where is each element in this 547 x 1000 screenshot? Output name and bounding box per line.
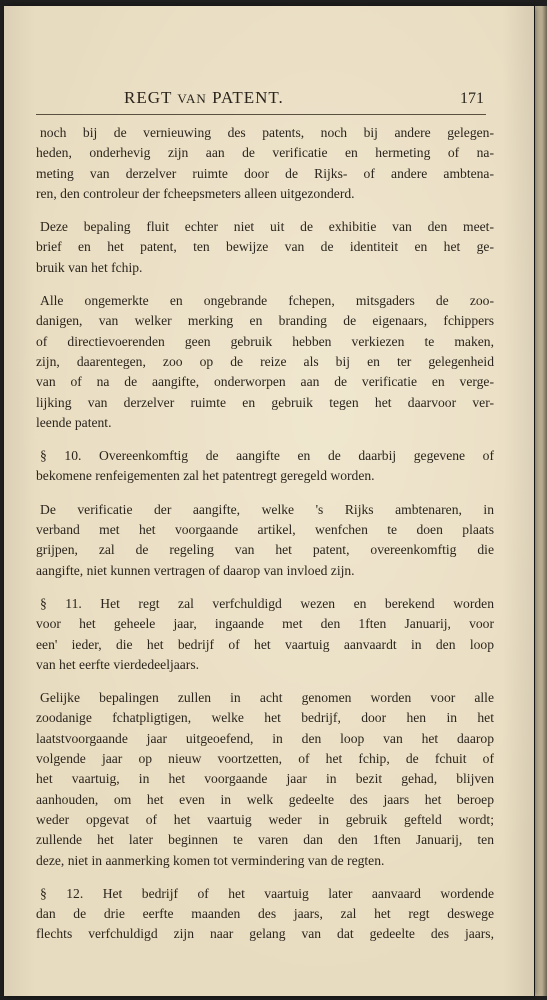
text-line: zullende het later beginnen te varen dan den 1ften Januarij, ten (36, 832, 494, 848)
text-line: Alle ongemerkte en ongebrande fchepen, mitsgaders de zoo- (40, 293, 494, 309)
text-line: noch bij de vernieuwing des patents, noch bij andere gelegen- (40, 125, 494, 140)
text-line: of directievoerenden geen gebruik hebben verkiezen te maken, (36, 333, 494, 349)
paragraph (36, 217, 494, 278)
text-line: grijpen, zal de regeling van het patent, overeenkomftig die (36, 542, 494, 558)
text-line: leende patent. (36, 414, 112, 430)
text-line: De verificatie der aangifte, welke 's Rijks ambtenaren, in (40, 501, 494, 517)
text-line: ren, den controleur der fcheepsmeters alleen uitgezonderd. (36, 185, 355, 201)
text-line: zoodanige fchatpligtigen, welke het bedrijf, door hen in het (36, 710, 494, 726)
page-number: 171 (460, 90, 484, 107)
paragraph (36, 446, 494, 487)
text-line: § 11. Het regt zal verfchuldigd wezen en berekend worden (40, 595, 494, 611)
header-rule (36, 114, 486, 115)
text-line: Gelijke bepalingen zullen in acht genomen worden voor alle (40, 690, 494, 706)
text-line: van het eerfte vierdedeeljaars. (36, 656, 200, 672)
text-line: aanhouden, om het even in welk gedeelte des jaars het beroep (36, 791, 494, 807)
paragraph (36, 688, 494, 871)
text-line: flechts verfchuldigd zijn naar gelang van dat gedeelte des jaars, (36, 926, 494, 942)
running-head-end: PATENT. (212, 88, 284, 107)
text-line: danigen, van welker merking en branding de eigenaars, fchippers (36, 313, 494, 329)
text-line: volgende jaar op nieuw voortzetten, of het fchip, de fchuit of (36, 751, 494, 767)
text-line: heden, onderhevig zijn aan de verificatie en hermeting of na- (36, 145, 494, 161)
text-line: aangifte, niet kunnen vertragen of daarop van invloed zijn. (36, 562, 355, 578)
text-line: laatstvoorgaande jaar uitgeoefend, in den loop van het daarop (36, 730, 494, 746)
text-line: § 12. Het bedrijf of het vaartuig later aanvaard wordende (40, 885, 494, 901)
text-line: zijn, daarentegen, zoo op de reize als bij en ter gelegenheid (36, 353, 494, 369)
running-head-main: REGT (124, 88, 173, 107)
paragraph (36, 594, 494, 675)
text-line: bekomene renfeigementen zal het patentregt geregeld worden. (36, 468, 375, 484)
text-line: voor het geheele jaar, ingaande met den 1ften Januarij, voor (36, 616, 494, 632)
text-line: brief en het patent, ten bewijze van de identiteit en het ge- (36, 239, 494, 255)
text-line: dan de drie eerfte maanden des jaars, zal het regt deswege (36, 906, 494, 922)
text-line: bruik van het fchip. (36, 259, 143, 275)
text-line: weder opgevat of het vaartuig weder in gebruik gefteld wordt; (36, 811, 494, 827)
text-line: van of na de aangifte, onderworpen aan de verificatie en verge- (36, 374, 494, 390)
running-head (124, 88, 284, 108)
text-line: lijking van derzelver ruimte en gebruik tegen het daarvoor ver- (36, 394, 494, 410)
text-line: § 10. Overeenkomftig de aangifte en de daarbij gegevene of (40, 448, 494, 464)
paragraph (36, 500, 494, 581)
book-page (4, 6, 534, 996)
text-line: meting van derzelver ruimte door de Rijks- of andere ambtena- (36, 165, 494, 181)
text-line: verband met het voorgaande artikel, wenfchen te doen plaats (36, 522, 494, 538)
body-text (36, 123, 494, 958)
text-line: een' ieder, die het bedrijf of het vaartuig aanvaardt in den loop (36, 636, 494, 652)
paragraph (36, 123, 494, 204)
paragraph (36, 291, 494, 433)
page-edge (535, 6, 547, 996)
text-line: het vaartuig, in het voorgaande jaar in bezit gehad, blijven (36, 771, 494, 787)
text-line: Deze bepaling fluit echter niet uit de exhibitie van den meet- (40, 219, 494, 235)
running-head-small: VAN (177, 91, 207, 106)
text-line: deze, niet in aanmerking komen tot vermindering van de regten. (36, 852, 385, 868)
paragraph (36, 884, 494, 945)
